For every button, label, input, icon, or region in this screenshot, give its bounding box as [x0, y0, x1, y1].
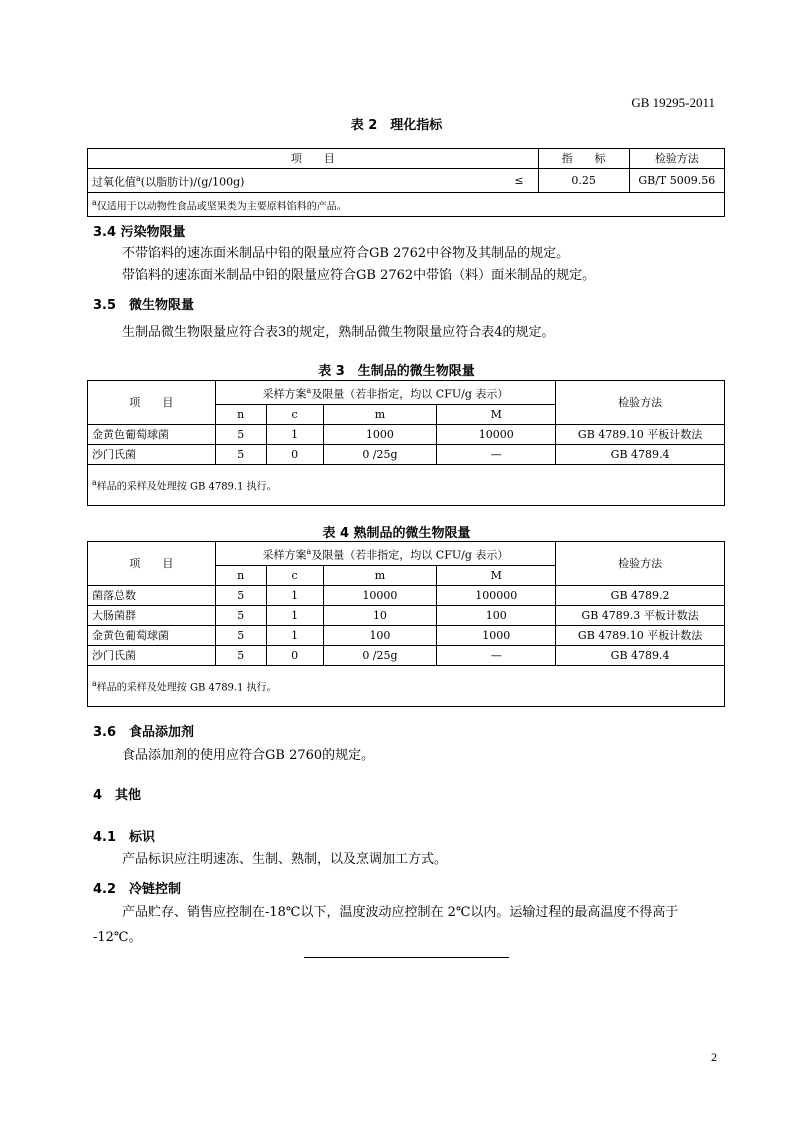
table4-row1-method: GB 4789.2 [556, 585, 725, 605]
table4-row2-n: 5 [215, 605, 266, 625]
table2-method: GB/T 5009.56 [629, 169, 724, 193]
table2-col-method: 检验方法 [629, 149, 724, 169]
table3-note-text: 样品的采样及处理按 GB 4789.1 执行。 [96, 481, 277, 493]
table4-row4-M: — [437, 645, 556, 665]
table3-note-sup: a [92, 477, 97, 487]
table2-item-name: 过氧化值 [92, 175, 136, 189]
table3-row2-c: 0 [266, 444, 323, 464]
table4-col-plan-pre: 采样方案 [262, 548, 307, 562]
table3-col-plan-post: 及限量（若非指定，均以 CFU/g 表示） [311, 387, 509, 401]
table4-row3-n: 5 [215, 625, 266, 645]
table2-item [88, 169, 472, 193]
table4-row3-c: 1 [266, 625, 323, 645]
table4-caption: 表 4 熟制品的微生物限量 [322, 526, 471, 541]
table3-row2-m: 0 /25g [323, 444, 437, 464]
table4-note-sup: a [92, 678, 97, 688]
table-row [88, 585, 725, 605]
table2-operator: ≤ [472, 169, 538, 193]
table3-col-plan-pre: 采样方案 [262, 387, 307, 401]
table4-row1-m: 10000 [323, 585, 437, 605]
section-3-6-p1: 食品添加剂的使用应符合GB 2760的规定。 [122, 748, 375, 763]
table-row [88, 625, 725, 645]
table4-col-plan-sup: a [306, 547, 312, 556]
table4-row2-m: 10 [323, 605, 437, 625]
table4-row1-M: 100000 [437, 585, 556, 605]
table-row [88, 169, 725, 193]
table4-row1-c: 1 [266, 585, 323, 605]
table2-caption: 表 2 理化指标 [350, 118, 443, 133]
table4-row2-M: 100 [437, 605, 556, 625]
table4-col-item: 项 目 [88, 542, 216, 586]
table4-col-plan [215, 542, 555, 566]
table4-row2-item: 大肠菌群 [88, 605, 216, 625]
section-3-4-p1: 不带馅料的速冻面米制品中铅的限量应符合GB 2762中谷物及其制品的规定。 [122, 246, 570, 261]
table4-row4-n: 5 [215, 645, 266, 665]
table4 [87, 541, 725, 707]
table4-row1-item: 菌落总数 [88, 585, 216, 605]
table3-row1-m: 1000 [323, 424, 437, 444]
table3-col-n: n [215, 404, 266, 424]
table-row [88, 605, 725, 625]
table3-col-method: 检验方法 [556, 381, 725, 425]
table4-row4-item: 沙门氏菌 [88, 645, 216, 665]
table3-row1-M: 10000 [437, 424, 556, 444]
table3-col-item: 项 目 [88, 381, 216, 425]
table3-row1-c: 1 [266, 424, 323, 444]
end-rule [304, 957, 509, 958]
table3-row2-method: GB 4789.4 [556, 444, 725, 464]
table4-row3-M: 1000 [437, 625, 556, 645]
section-4-2-p2: -12℃。 [93, 930, 142, 945]
table4-col-c: c [266, 565, 323, 585]
section-3-4-p2: 带馅料的速冻面米制品中铅的限量应符合GB 2762中带馅（料）面米制品的规定。 [122, 268, 596, 283]
table4-row2-method: GB 4789.3 平板计数法 [556, 605, 725, 625]
table4-col-n: n [215, 565, 266, 585]
section-3-5-heading: 3.5 微生物限量 [93, 298, 195, 313]
table4-col-plan-post: 及限量（若非指定，均以 CFU/g 表示） [311, 548, 509, 562]
table3-col-m: m [323, 404, 437, 424]
section-3-6-heading: 3.6 食品添加剂 [93, 725, 195, 740]
table3-row1-method: GB 4789.10 平板计数法 [556, 424, 725, 444]
table4-row3-item: 金黄色葡萄球菌 [88, 625, 216, 645]
table2-col-index: 指 标 [538, 149, 629, 169]
section-4-1-heading: 4.1 标识 [93, 830, 156, 845]
table2-value: 0.25 [538, 169, 629, 193]
table2 [87, 148, 725, 217]
table2-item-sup: a [136, 174, 141, 183]
table4-note [88, 665, 725, 706]
table4-col-method: 检验方法 [556, 542, 725, 586]
table3-row2-M: — [437, 444, 556, 464]
table2-note-sup: a [92, 197, 97, 207]
table2-item-unit: (以脂肪计)/(g/100g) [140, 175, 245, 189]
table4-row3-m: 100 [323, 625, 437, 645]
table4-row2-c: 1 [266, 605, 323, 625]
table2-note [88, 192, 725, 216]
table4-row4-m: 0 /25g [323, 645, 437, 665]
table4-row3-method: GB 4789.10 平板计数法 [556, 625, 725, 645]
section-4-heading: 4 其他 [93, 788, 142, 803]
table4-col-m: m [323, 565, 437, 585]
table-row [88, 424, 725, 444]
table3-row2-item: 沙门氏菌 [88, 444, 216, 464]
table3 [87, 380, 725, 506]
table4-row1-n: 5 [215, 585, 266, 605]
table4-row4-method: GB 4789.4 [556, 645, 725, 665]
table3-row1-n: 5 [215, 424, 266, 444]
page-number: 2 [711, 1050, 717, 1064]
standard-number: GB 19295-2011 [631, 95, 715, 110]
section-4-2-heading: 4.2 冷链控制 [93, 882, 182, 897]
table3-row2-n: 5 [215, 444, 266, 464]
table4-row4-c: 0 [266, 645, 323, 665]
table3-caption: 表 3 生制品的微生物限量 [318, 364, 475, 379]
table3-col-plan-sup: a [306, 386, 312, 395]
table3-col-c: c [266, 404, 323, 424]
table-row [88, 444, 725, 464]
table3-row1-item: 金黄色葡萄球菌 [88, 424, 216, 444]
table3-col-M: M [437, 404, 556, 424]
table3-col-plan [215, 381, 555, 405]
table2-note-text: 仅适用于以动物性食品或坚果类为主要原料馅料的产品。 [96, 200, 347, 212]
section-4-1-p1: 产品标识应注明速冻、生制、熟制，以及烹调加工方式。 [122, 852, 448, 867]
table-row [88, 645, 725, 665]
section-3-4-heading: 3.4 污染物限量 [93, 225, 186, 240]
section-3-5-p1: 生制品微生物限量应符合表3的规定，熟制品微生物限量应符合表4的规定。 [122, 325, 555, 340]
section-4-2-p1: 产品贮存、销售应控制在-18℃以下，温度波动应控制在 2℃以内。运输过程的最高温度不得高于 [122, 905, 679, 920]
table4-note-text: 样品的采样及处理按 GB 4789.1 执行。 [96, 682, 277, 694]
table3-note [88, 464, 725, 505]
table2-col-item: 项 目 [88, 149, 539, 169]
table4-col-M: M [437, 565, 556, 585]
